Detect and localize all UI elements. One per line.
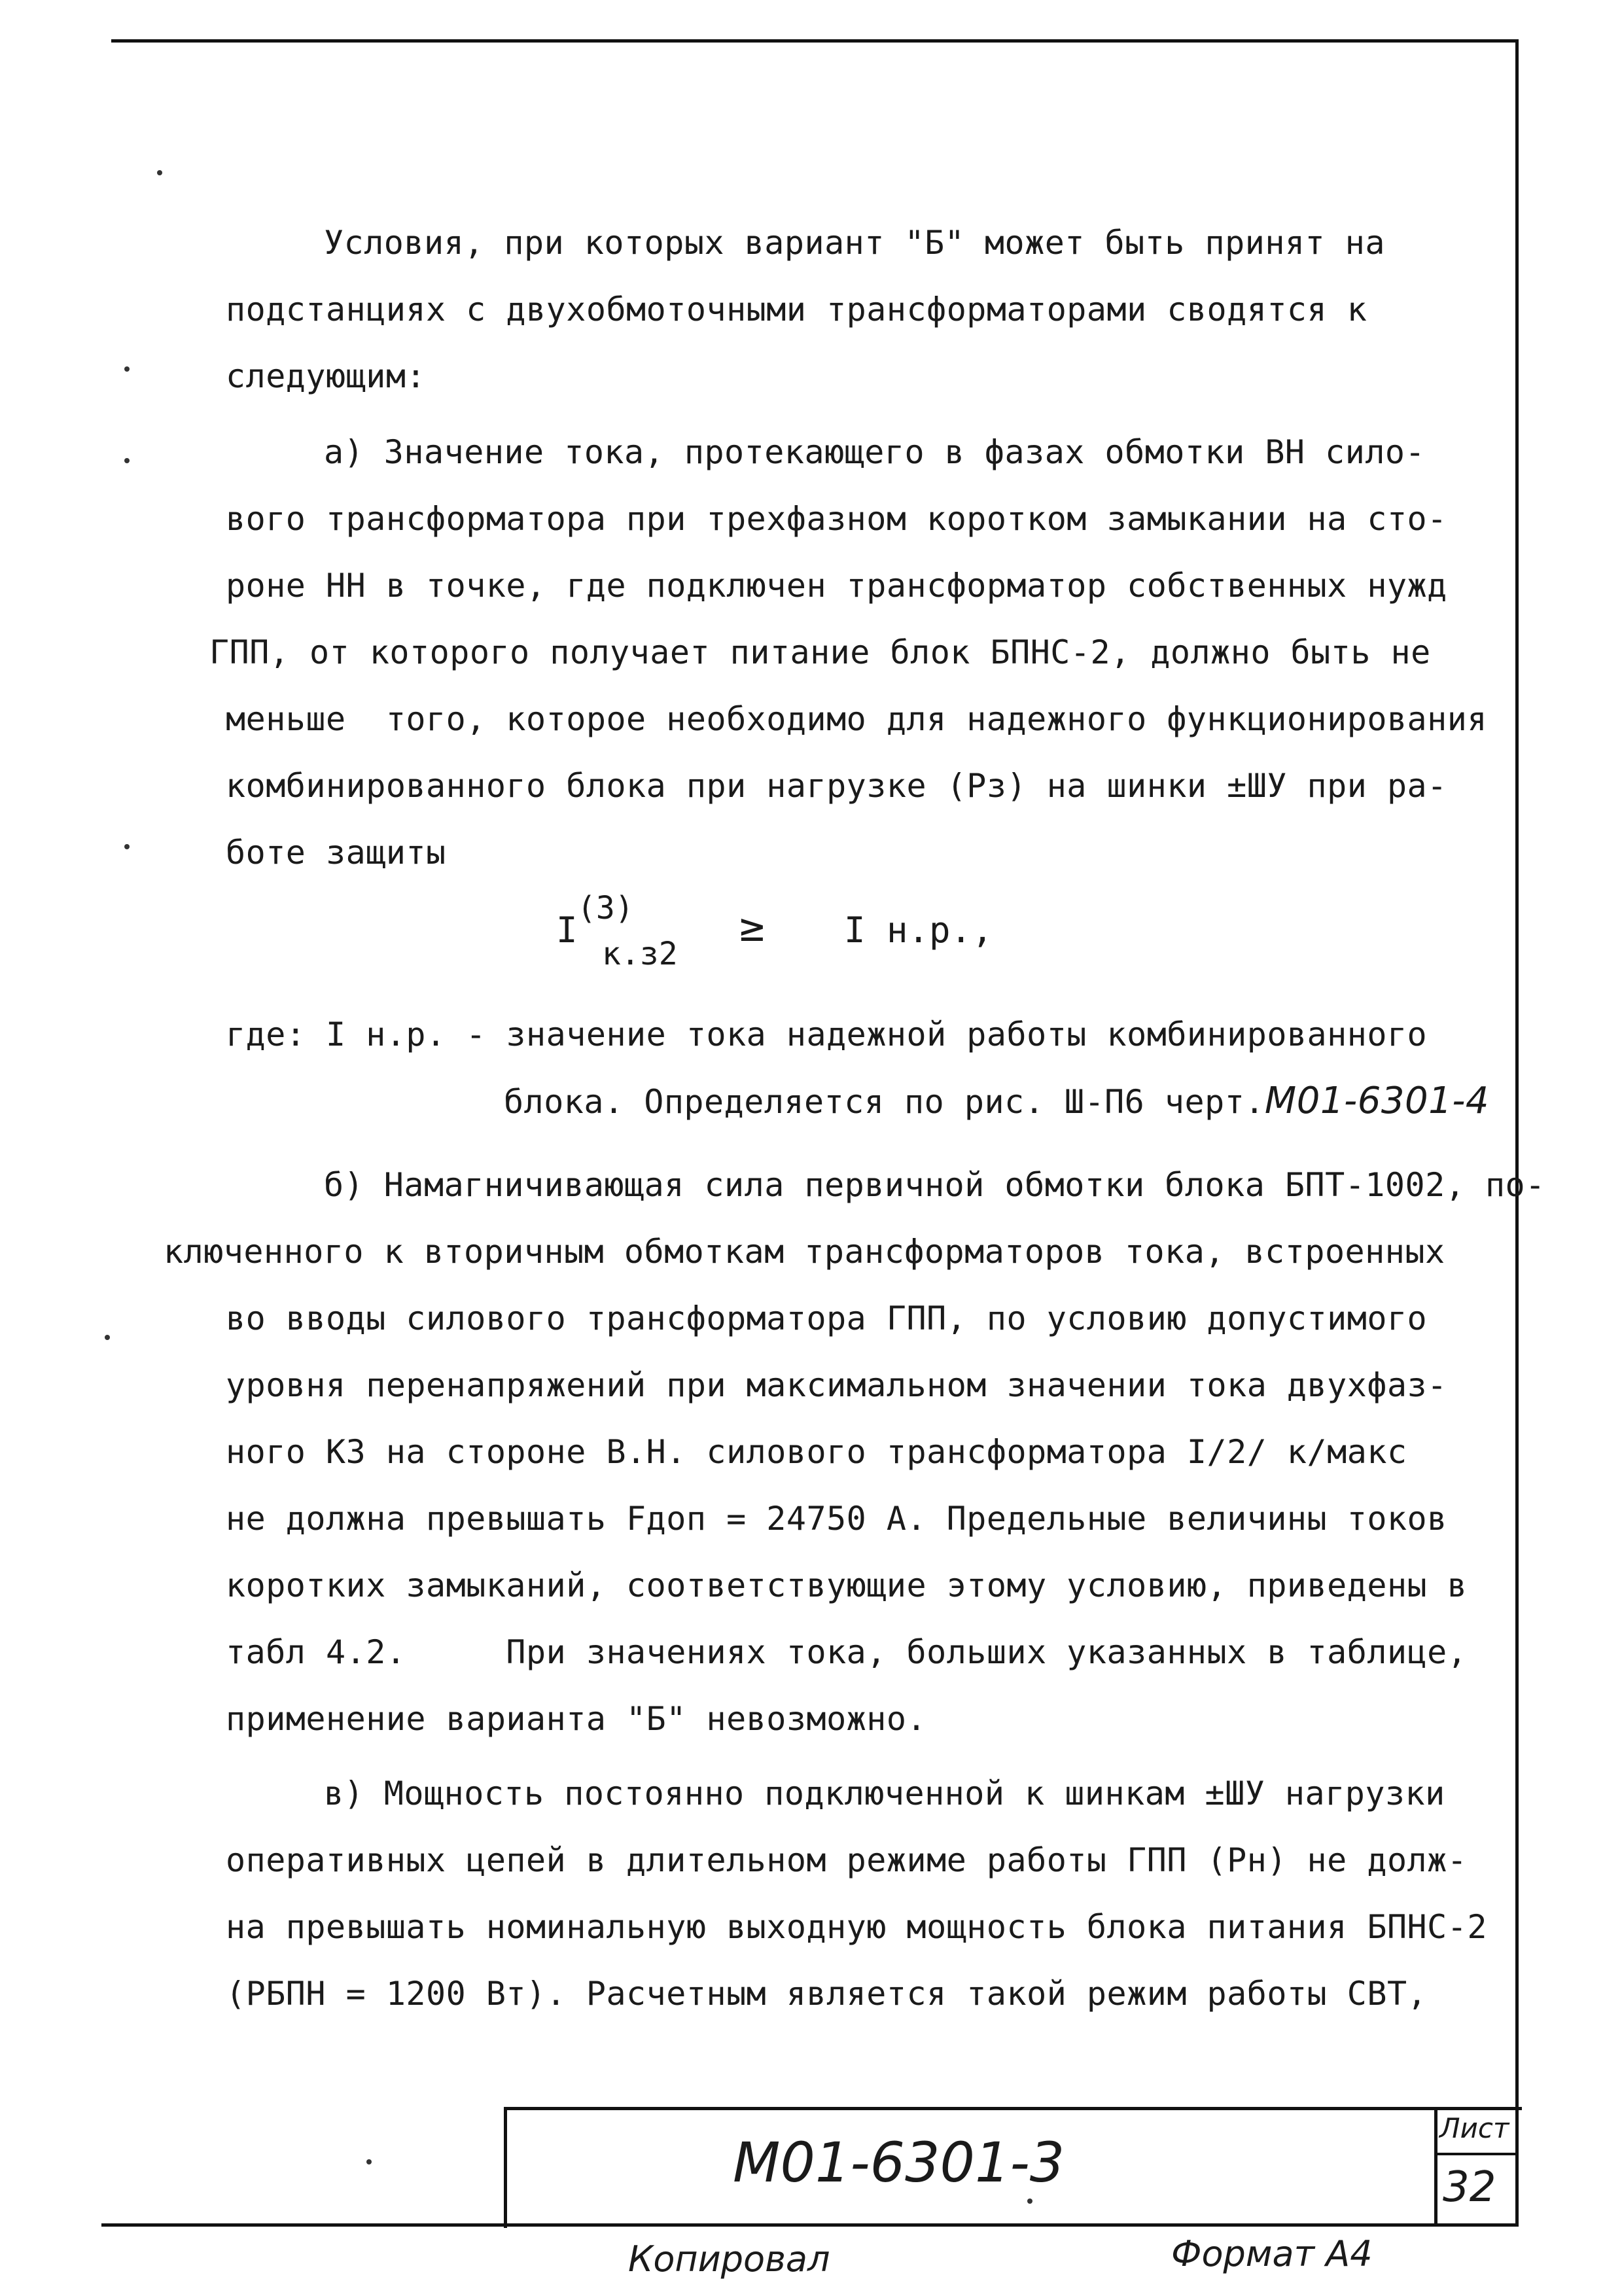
where-line-2-text: блока. Определяется по рис. Ш-П6 черт. <box>504 1083 1265 1121</box>
frame-right-border <box>1515 39 1519 2225</box>
title-block-divider <box>1434 2107 1437 2225</box>
sheet-label: Лист <box>1439 2112 1509 2144</box>
item-a-line-3: роне НН в точке, где подключен трансформатор собственных нужд <box>226 567 1447 605</box>
item-v-line-1: в) Мощность постоянно подключенной к шинкам ±ШУ нагрузки <box>324 1775 1445 1812</box>
item-v-line-2: оперативных цепей в длительном режиме работы ГПП (Рн) не долж- <box>226 1841 1468 1879</box>
item-b-line-8: табл 4.2. При значениях тока, больших указанных в таблице, <box>226 1633 1468 1671</box>
scan-speck <box>157 170 162 175</box>
item-b-line-4: уровня перенапряжений при максимальном значении тока двухфаз- <box>226 1366 1447 1404</box>
formula-subscript: к.з2 <box>602 936 678 972</box>
item-b-line-1: б) Намагничивающая сила первичной обмотки блока БПТ-1002, по- <box>324 1166 1545 1204</box>
frame-top-border <box>111 39 1518 43</box>
intro-line-2: подстанциях с двухобмоточными трансформаторами сводятся к <box>226 291 1367 328</box>
formula-rhs: I н.р., <box>844 910 993 951</box>
where-line-2 <box>504 1068 1489 1135</box>
intro-line-3: следующим: <box>226 357 427 395</box>
sheet-number: 32 <box>1443 2163 1496 2212</box>
scan-speck <box>124 844 130 849</box>
formula-relation: ≥ <box>739 903 765 951</box>
item-b-line-7: коротких замыканий, соответствующие этому условию, приведены в <box>226 1566 1468 1604</box>
item-v-line-4: (РБПН = 1200 Вт). Расчетным является такой режим работы СВТ, <box>226 1975 1428 2013</box>
item-b-line-2: ключенного к вторичным обмоткам трансформаторов тока, встроенных <box>164 1233 1445 1271</box>
item-b-line-5: ного КЗ на стороне В.Н. силового трансформатора I/2/ к/макс <box>226 1433 1407 1471</box>
footer-copied-by: Копировал <box>628 2238 830 2280</box>
title-block-sheet-divider <box>1434 2153 1519 2155</box>
scan-speck <box>124 458 130 463</box>
formula <box>556 890 1080 988</box>
scan-speck <box>124 366 130 372</box>
formula-lhs: I <box>556 910 578 951</box>
item-b-line-6: не должна превышать Fдоп = 24750 А. Предельные величины токов <box>226 1500 1447 1538</box>
item-a-line-1: а) Значение тока, протекающего в фазах обмотки ВН сило- <box>324 433 1426 471</box>
formula-superscript: (3) <box>577 890 634 927</box>
item-a-line-4: ГПП, от которого получает питание блок БПНС-2, должно быть не <box>209 633 1431 671</box>
item-a-line-2: вого трансформатора при трехфазном коротком замыкании на сто- <box>226 500 1447 538</box>
document-code: М01-6301-3 <box>733 2130 1065 2195</box>
scan-speck <box>105 1335 110 1340</box>
intro-line-1: Условия, при которых вариант "Б" может быть принят на <box>324 224 1385 262</box>
item-a-line-6: комбинированного блока при нагрузке (Рз) на шинки ±ШУ при ра- <box>226 767 1447 805</box>
item-v-line-3: на превышать номинальную выходную мощность блока питания БПНС-2 <box>226 1908 1487 1946</box>
where-reference: М01-6301-4 <box>1264 1080 1490 1122</box>
scan-speck <box>1027 2199 1032 2204</box>
scan-speck <box>366 2159 372 2164</box>
item-a-line-5: меньше того, которое необходимо для надежного функционирования <box>226 700 1487 738</box>
where-line-1: где: I н.р. - значение тока надежной работы комбинированного <box>226 1016 1428 1053</box>
item-b-line-9: применение варианта "Б" невозможно. <box>226 1700 927 1738</box>
item-a-line-7: боте защиты <box>226 834 446 872</box>
item-b-line-3: во вводы силового трансформатора ГПП, по условию допустимого <box>226 1299 1428 1337</box>
footer-format: Формат А4 <box>1171 2233 1373 2274</box>
